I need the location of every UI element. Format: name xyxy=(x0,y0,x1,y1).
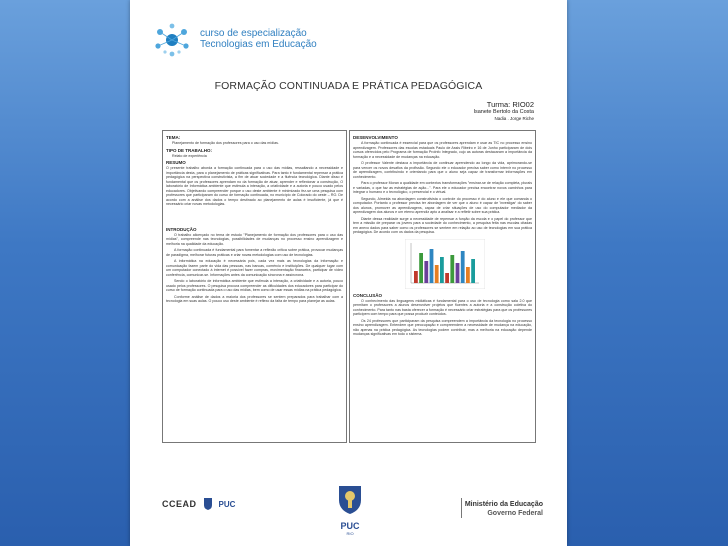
footer-divider xyxy=(461,498,462,518)
poster-title: FORMAÇÃO CONTINUADA E PRÁTICA PEDAGÓGICA xyxy=(214,80,483,92)
tema-text: Planejamento de formação dos professores para o uso das mídias. xyxy=(172,141,279,145)
desenv-paragraph: A formação continuada é essencial para que os professores aprendam e usar as TIC no processo ensino aprendizagem. Professores das escolas estaduais Paulo de Assis Ribeiro e 16 de Junho participaram de dois cursos oferecidos pelo Programa de formação ProInfo Integrado, cujo as autoras destacaram a importância da formação e a necessidade de mudanças na educação. xyxy=(353,141,532,159)
poster-meta xyxy=(473,100,534,122)
resumo-text: O presente trabalho aborda a formação continuada para o uso das mídias, ressaltando a necessidade e importância desta, para o planejamento de práticas significativas. Para tanto é fundamental repensar a prática pedagógica na perspectiva construtivista, a fim de atuar sociedade e a fluência tecnológica. Diante disso é fundamental que os professores aprendam no da formação de atuar, aprender e reflexionar a construção, O laboratório de Informática ambiente que estimula a interação, a criatividade e a autoria e pouco usado pelos educadores. Objetivando compreender porque o uso deste ambiente é minimizado fez-se uma pesquisa com professores que participaram do curso de formação continuada, no município de Colorado do oeste – RO. De acordo com a análise dos dados o tempo destinado ao planejamento de aulas é insuficiente, já que é necessário criar novas metodologias. xyxy=(166,166,343,206)
chart-bar xyxy=(445,273,449,283)
chart-bar xyxy=(471,259,475,283)
advisor-name: Nadia . Jorge Riche xyxy=(494,116,534,121)
poster-page xyxy=(130,0,567,546)
puc-crest-icon xyxy=(335,482,365,516)
concl-paragraph: Os 24 professores que participaram da pesquisa compreendem a importância da tecnologia no processo ensino aprendizagem. Entendem que preocupação e compreendem a necessidade de mudança na educação, não apenas na prática pedagógica. As tecnologias podem contribuir, mas a melhoria na educação depende mudanças significativas em todo o sistema. xyxy=(353,318,532,336)
desenv-paragraph: Diante dessa realidade surge a necessidade de repensar a função da escola e o papel do professor que tem a missão de preparar os jovens para a sociedade do conhecimento, a pesquisa feita nas escolas citadas em anexo dados para saber como os professores se sentem em relação ao uso de tecnologias em sua prática pedagógica. De acordo com os dados da pesquisa. xyxy=(353,216,532,234)
ministry-block xyxy=(465,500,543,518)
desenv-paragraph: O professor Valente destaca a importância de continuar aprendendo ao longo da vida, aprimorando-se para vencer os novos desafios da profissão. Segundo ele o educador precisa saber como intervir no processo de aprendizagem, contribuindo e orientando para que o aluno seja capaz de transformar informações em conhecimento. xyxy=(353,161,532,179)
puc-shield-icon xyxy=(203,497,213,511)
intro-paragraph: Sendo o laboratório de informática ambiente que estimula a interação, a criatividade e a autoria, pouco usado pelos professores. O pesquisa procura compreender as dificuldades dos educadores para participar do curso de formação continuada para o uso das mídias, bem como de usar essas mídias na prática pedagógica. xyxy=(166,279,343,292)
course-logo-icon xyxy=(152,22,192,58)
intro-paragraph: Conforme análise de dados a maioria dos professores se sentem preparados para trabalhar com a tecnologia em suas aulas. O pouco uso deste ambiente é reflexo da falta de tempo para planejar as aulas. xyxy=(166,294,343,303)
logo-line1: curso de especialização xyxy=(200,28,307,39)
left-column xyxy=(162,130,347,443)
right-column xyxy=(349,130,536,443)
chart-bar xyxy=(450,255,454,283)
chart-bar xyxy=(440,257,444,283)
author-name: Isanete Bertolo da Costa xyxy=(473,109,534,115)
intro-heading: INTRODUÇÃO xyxy=(166,226,197,232)
chart-bar xyxy=(461,251,465,283)
intro-paragraph: A formação continuada é fundamental para fomentar a reflexão crítica sobre prática, provocar mudanças de paradigma, melhorar futuras práticas e criar novas metodologias com uso de tecnologias. xyxy=(166,248,343,257)
chart-bar xyxy=(466,267,470,283)
chart-bar xyxy=(435,265,439,283)
chart-bar xyxy=(430,249,434,283)
puc-crest-label: PUC xyxy=(340,521,360,531)
tipo-text: Relato de experiência xyxy=(172,153,207,158)
tipo-heading: TIPO DE TRABALHO: xyxy=(166,147,212,153)
concl-paragraph: O conhecimento das linguagens midiáticas é fundamental para o uso de tecnologia como sala 2.0 que permitam o professores a alunos desenvolver projetos que fluentes a autoria e a construção coletiva do conhecimento. Para tanto nas basta oferecer a formação é necessário criar estratégias para que os professores participem com tempo para que possa produzir conteúdos. xyxy=(353,298,532,316)
chart-bar xyxy=(414,271,418,283)
intro-paragraph: A informática na educação é necessária pois, cada vez mais as tecnologias da informação e comunicação fazem parte do vida das pessoas, nas bancas, comércio e instituições. De qualquer lugar com um computador conectado à internet é possível fazer compras, movimentação financeira, participar de vídeo conferência, comunicar-se. Informações antes da comunicação síncrona e assíncrona. xyxy=(166,259,343,277)
concl-heading: CONCLUSÃO xyxy=(353,292,382,298)
chart-bar xyxy=(419,253,423,283)
ccead-logo: CCEAD xyxy=(162,499,197,509)
puc-crest-sub: RIO xyxy=(346,531,354,536)
turma-label: Turma: RIO02 xyxy=(486,100,534,109)
ministry-label: Ministério da Educação xyxy=(464,501,543,508)
resumo-heading: RESUMO xyxy=(166,160,186,165)
tema-heading: TEMA: xyxy=(166,135,181,140)
logo-line2: Tecnologias em Educação xyxy=(200,39,317,50)
desenv-heading: DESENVOLVIMENTO xyxy=(353,135,398,140)
desenv-paragraph: Para o professor Moran a qualidade em contextos transformações "ensinar-se de relação completa, plurais e variadas, o que faz as estratégias de ação...". Para ele o educador precisa encontrar novos caminhos para integrar o humano e o tecnológico, o presencial e o virtual. xyxy=(353,181,532,194)
puc-small-logo: PUC xyxy=(218,499,236,509)
gov-label: Governo Federal xyxy=(487,510,543,517)
survey-bar-chart xyxy=(405,239,485,289)
chart-bar xyxy=(424,261,428,283)
desenv-paragraph: Segundo, Almeida na abordagem construtivista o controle do processo é do aluno e ele que comanda o computador. Portanto o professor precisa ter abordagem de ver que o aluno é capaz de 'investigar' do saber dos alunos, promover as aprendizagens, capaz de criar situações de uso do computador mediador da aprendizagem dos alunos e um eterno aprendiz apto a analisar e a refletir sobre sua prática. xyxy=(353,196,532,214)
partner-logos xyxy=(162,497,235,511)
chart-bar xyxy=(456,263,460,283)
puc-rio-crest xyxy=(335,482,365,536)
course-logo-text xyxy=(200,28,317,50)
intro-paragraph: O trabalho alicerçado no tema de estudo "Planejamento de formação dos professores para o uso das mídias", compreende nas tecnologias, possibilidades de mudanças no processo ensino aprendizagem e melhoria na qualidade da educação. xyxy=(166,232,343,246)
